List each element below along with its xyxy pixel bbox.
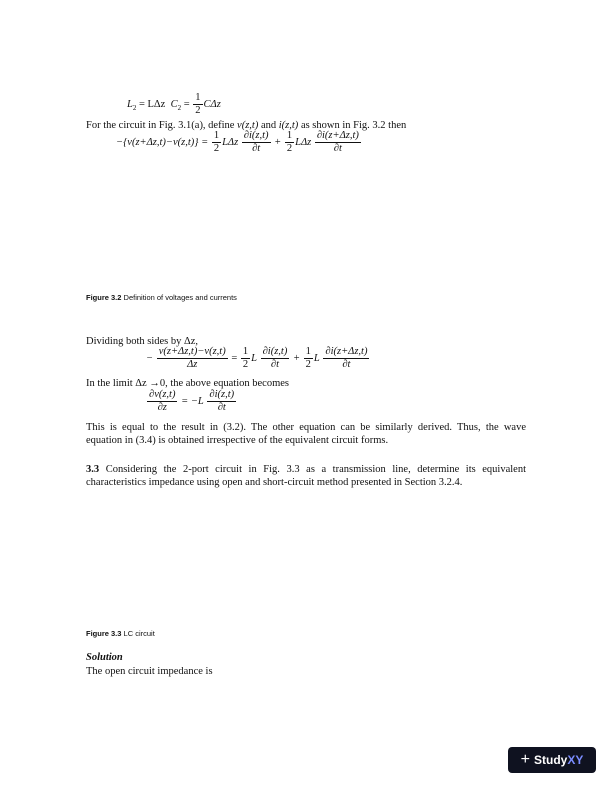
numerator: ∂i(z,t) [262,346,288,357]
equation-l2-c2 [127,92,221,117]
v-function: v(z,t) [237,120,259,131]
numerator: 1 [195,92,201,103]
subscript: 2 [177,104,182,112]
symbol-c: C [170,98,178,110]
equation-telegrapher [146,389,237,414]
denominator: 2 [242,359,249,370]
derivative [207,389,236,414]
numerator: 1 [286,130,293,141]
text: as shown in Fig. 3.2 then [300,120,407,131]
denominator: ∂t [333,143,342,154]
denominator: 2 [213,143,220,154]
text: Dividing both sides by Δz, [86,336,199,347]
figure-label: Figure 3.3 [86,629,122,638]
denominator: 2 [305,359,311,370]
derivative [147,389,177,414]
denominator: ∂z [157,402,167,413]
problem-3-3 [86,463,526,489]
equals: = [231,353,238,364]
term: L [313,353,320,364]
numerator: ∂i(z+Δz,t) [316,130,359,141]
derivative [261,346,290,371]
term: LΔz [222,137,239,148]
denominator: ∂t [342,359,351,370]
text-line: characteristics impedance using open and short-circuit method presented in Section 3.2.4. [86,477,463,488]
fraction-half [212,130,221,155]
denominator: ∂t [252,143,261,154]
text-line: equation in (3.4) is obtained irrespective of the equivalent circuit forms. [86,435,389,446]
solution-heading: Solution [86,652,123,663]
lhs: −{v(z+Δz,t)−v(z,t)} = [116,137,209,148]
fraction-half [193,92,202,117]
figure-text: Definition of voltages and currents [123,293,237,302]
difference-quotient [157,346,228,371]
l2-value: = LΔz [138,98,166,110]
denominator: ∂t [270,359,280,370]
denominator: 2 [286,143,293,154]
equals: = −L [181,396,204,407]
fraction-half [241,346,250,371]
fraction-half [285,130,294,155]
logo-text: Study [533,753,568,767]
numerator: 1 [242,346,249,357]
figure-text: LC circuit [123,629,155,638]
denominator: ∂t [217,402,226,413]
solution-text: The open circuit impedance is [86,666,213,677]
figure-3-3-caption [86,629,155,638]
plus: + [292,353,301,364]
text-line [86,463,526,476]
numerator: 1 [305,346,311,357]
symbol-l: L [127,98,133,110]
figure-label: Figure 3.2 [86,293,122,302]
numerator: ∂i(z,t) [209,389,235,400]
figure-3-2-caption [86,293,237,302]
equals: = [183,98,190,110]
subscript: 2 [132,104,137,112]
derivative [315,130,361,155]
text: In the limit Δz →0, the above equation becomes [86,378,289,389]
numerator: v(z+Δz,t)−v(z,t) [158,346,226,357]
term: L [251,353,257,364]
term: LΔz [295,137,312,148]
paragraph-result [86,421,526,447]
text: and [260,120,277,131]
denominator: 2 [195,105,201,116]
text: Considering the 2-port circuit in Fig. 3.3 as a transmission line, determine its equivalent [105,464,526,475]
derivative [242,130,271,155]
numerator: ∂i(z+Δz,t) [325,346,368,357]
derivative [323,346,369,371]
plus-icon: + [520,751,530,768]
logo-text-accent: XY [567,753,584,767]
fraction-half [304,346,313,371]
problem-number: 3.3 [86,464,100,475]
c2-value: CΔz [203,98,221,110]
numerator: ∂v(z,t) [149,389,176,400]
text: For the circuit in Fig. 3.1(a), define [86,120,235,131]
numerator: 1 [213,130,220,141]
numerator: ∂i(z,t) [243,130,269,141]
minus: − [146,353,154,364]
equation-divided [146,346,370,371]
studyxy-logo [508,747,596,773]
denominator: Δz [187,359,198,370]
plus: + [274,137,282,148]
equation-voltage-difference [116,130,362,155]
text-line: This is equal to the result in (3.2). The other equation can be similarly derived. Thus, the wave [86,422,526,433]
i-function: i(z,t) [278,120,299,131]
